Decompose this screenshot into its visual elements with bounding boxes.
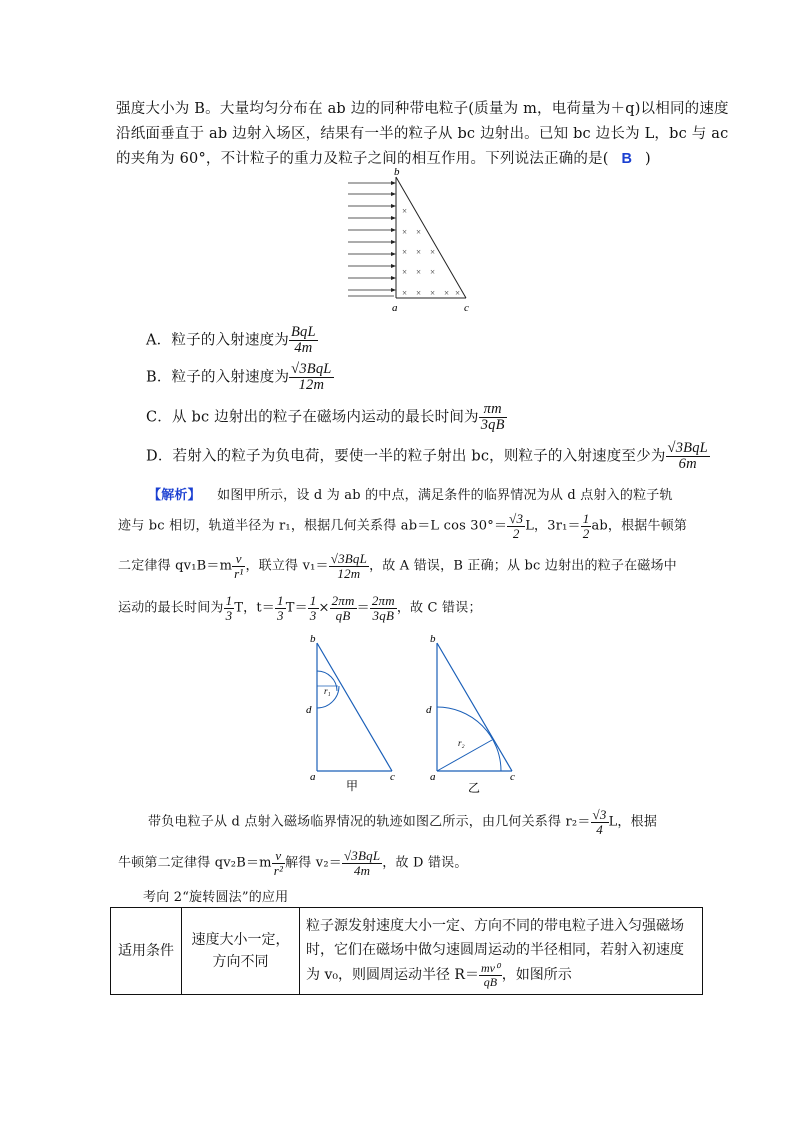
frac-num: BqL: [290, 324, 316, 340]
solution-s4f: ，故 C 错误；: [396, 600, 482, 616]
jia-label-b: b: [310, 633, 316, 645]
label-c: c: [464, 302, 469, 314]
svg-text:×: ×: [402, 206, 408, 216]
svg-text:×: ×: [430, 267, 436, 277]
frac-den: 4m: [353, 862, 371, 878]
jia-caption: 甲: [346, 779, 359, 793]
desc-line-1: 粒子源发射速度大小一定、方向不同的带电粒子进入匀强磁场: [306, 917, 684, 934]
problem-line-3-text: 的夹角为 60°，不计粒子的重力及粒子之间的相互作用。下列说法正确的是(: [116, 151, 609, 167]
frac-num: √3BqL: [667, 440, 708, 456]
option-d: [146, 441, 710, 472]
field-crosses: [402, 206, 460, 298]
option-b-frac: [289, 362, 333, 393]
cell-applicable: [111, 908, 182, 995]
figure-triangle-field: [340, 165, 490, 315]
answer-letter: B: [621, 151, 633, 167]
frac-den: 3qB: [480, 417, 505, 434]
cell-applicable-text: 适用条件: [118, 943, 174, 959]
solution-frac: [370, 594, 397, 622]
jia-label-a: a: [310, 771, 316, 783]
section-title: 考向 2“旋转圆法”的应用: [143, 890, 289, 905]
solution-frac: [581, 512, 592, 540]
problem-line-3-close: ): [644, 151, 651, 167]
solution-s4b: T，t＝: [234, 600, 276, 616]
svg-text:×: ×: [455, 288, 461, 298]
frac-den: 3: [309, 607, 317, 623]
frac-num: 1: [277, 593, 284, 608]
frac-num: 1: [582, 511, 590, 526]
solution-tag: 【解析】: [148, 488, 201, 503]
solution-s4e: ＝: [356, 600, 370, 616]
frac-num: 2πm: [371, 593, 395, 608]
label-b: b: [394, 166, 400, 178]
frac-den: 12m: [337, 565, 361, 581]
table-row: [111, 908, 703, 995]
solution-s3a: 二定律得 qv₁B＝m: [118, 558, 233, 574]
edge-bc: [396, 177, 466, 298]
option-b: [146, 362, 334, 393]
option-c: [146, 402, 507, 433]
solution-s2a: 迹与 bc 相切，轨道半径为 r₁，根据几何关系得 ab＝L cos 30°＝: [118, 518, 508, 534]
jia-label-d: d: [306, 704, 312, 716]
frac-num: √3BqL: [330, 551, 368, 566]
frac-den: 3: [277, 607, 284, 623]
cell-speed-text: 速度大小一定，方向不同: [191, 932, 290, 970]
yi-label-a: a: [430, 771, 436, 783]
option-a-text: A．粒子的入射速度为: [146, 332, 289, 349]
frac-den: qB: [483, 974, 498, 989]
frac-num: 1: [225, 593, 233, 608]
frac-num: √3: [509, 511, 524, 526]
frac-num: 1: [309, 593, 317, 608]
figure-jia-yi: [300, 628, 540, 798]
solution2-frac: [272, 849, 285, 877]
problem-line-1: 强度大小为 B。大量均匀分布在 ab 边的同种带电粒子(质量为 m，电荷量为＋q)以相同的速度: [116, 101, 729, 117]
svg-text:×: ×: [402, 247, 408, 257]
problem-line-2: 沿纸面垂直于 ab 边射入场区，结果有一半的粒子从 bc 边射出。已知 bc 边长为 L，bc 与 ac: [116, 126, 729, 142]
svg-text:×: ×: [402, 288, 408, 298]
solution-frac: [329, 552, 369, 580]
yi-label-d: d: [426, 704, 432, 716]
solution-frac: [507, 512, 525, 540]
solution-s3b: ，联立得 v₁＝: [245, 558, 329, 574]
solution2-l1b: L，根据: [608, 814, 658, 830]
solution-s1: 如图甲所示，设 d 为 ab 的中点，满足条件的临界情况为从 d 点射入的粒子轨: [217, 488, 673, 503]
frac-den: 4m: [294, 340, 313, 357]
solution-s2c: ab，根据牛顿第: [591, 518, 688, 534]
frac-num: mv⁰: [480, 960, 500, 975]
svg-text:×: ×: [416, 227, 422, 237]
desc-line-3: [306, 962, 696, 988]
solution-s4d: ×: [318, 600, 330, 616]
solution-s3c: ，故 A 错误，B 正确；从 bc 边射出的粒子在磁场中: [369, 558, 677, 574]
option-b-text: B．粒子的入射速度为: [146, 369, 290, 386]
frac-den: 4: [596, 821, 603, 837]
option-a: [146, 325, 318, 356]
solution-frac: [308, 594, 319, 622]
option-c-frac: [479, 402, 507, 433]
figure-jia: [317, 643, 392, 771]
frac-num: v: [232, 552, 245, 567]
frac-den: 12m: [298, 377, 325, 394]
frac-den: 3qB: [372, 607, 395, 623]
cell-description: [300, 908, 703, 995]
svg-text:×: ×: [444, 288, 450, 298]
solution-frac: [275, 594, 286, 622]
solution-s4c: T＝: [285, 600, 308, 616]
yi-label-b: b: [430, 633, 436, 645]
solution-frac: [224, 594, 235, 622]
frac-den: 2: [512, 525, 520, 541]
jia-label-c: c: [390, 771, 395, 783]
frac-den: 6m: [678, 456, 697, 473]
yi-label-r2: r₂: [458, 738, 465, 748]
incoming-arrows: [348, 183, 394, 296]
frac-num: 2πm: [331, 593, 355, 608]
solution-frac: [232, 552, 245, 580]
svg-text:×: ×: [416, 267, 422, 277]
solution2-l1a: 带负电粒子从 d 点射入磁场临界情况的轨迹如图乙所示，由几何关系得 r₂＝: [148, 814, 591, 830]
solution2-l2c: ，故 D 错误。: [382, 855, 468, 871]
jia-label-r1: r₁: [324, 686, 331, 696]
frac-num: √3BqL: [291, 361, 332, 377]
solution2-l2a: 牛顿第二定律得 qv₂B＝m: [118, 855, 272, 871]
desc-frac: [479, 962, 502, 988]
option-c-text: C．从 bc 边射出的粒子在磁场内运动的最长时间为: [146, 409, 479, 426]
option-d-text: D．若射入的粒子为负电荷，要使一半的粒子射出 bc，则粒子的入射速度至少为: [146, 448, 666, 465]
solution2-frac: [342, 849, 382, 877]
desc-line-3a: 为 v₀，则圆周运动半径 R＝: [306, 967, 479, 983]
solution2-l2b: 解得 v₂＝: [285, 855, 342, 871]
svg-text:×: ×: [402, 267, 408, 277]
figure-yi: [437, 643, 512, 771]
svg-text:×: ×: [416, 247, 422, 257]
frac-num: v: [272, 849, 285, 864]
solution-s2b: L，3r₁＝: [525, 518, 581, 534]
solution2-line-1: [148, 808, 657, 836]
solution-line-1: [148, 484, 673, 503]
yi-label-c: c: [510, 771, 515, 783]
svg-text:×: ×: [430, 247, 436, 257]
frac-den: r¹: [234, 565, 244, 581]
solution-line-3: [118, 552, 677, 580]
label-a: a: [392, 302, 398, 314]
frac-num: πm: [479, 402, 507, 418]
frac-num: √3: [592, 807, 607, 822]
desc-line-2: 时，它们在磁场中做匀速圆周运动的半径相同，若射入初速度: [306, 941, 684, 958]
solution-s4a: 运动的最长时间为: [118, 600, 224, 616]
solution-line-4: [118, 594, 482, 622]
cell-speed: [182, 908, 300, 995]
solution-frac: [330, 594, 357, 622]
solution2-line-2: [118, 849, 468, 877]
frac-den: r²: [273, 862, 284, 878]
svg-text:×: ×: [416, 288, 422, 298]
frac-den: 2: [582, 525, 590, 541]
frac-num: √3BqL: [343, 848, 381, 863]
svg-text:×: ×: [430, 288, 436, 298]
option-a-frac: [289, 325, 318, 356]
frac-den: 3: [225, 607, 233, 623]
solution-line-2: [118, 512, 687, 540]
svg-text:×: ×: [402, 227, 408, 237]
desc-line-3b: ，如图所示: [501, 967, 572, 983]
info-table: [110, 907, 703, 995]
yi-caption: 乙: [468, 781, 481, 795]
solution2-frac: [591, 808, 609, 836]
frac-den: qB: [335, 607, 351, 623]
option-d-frac: [666, 441, 710, 472]
